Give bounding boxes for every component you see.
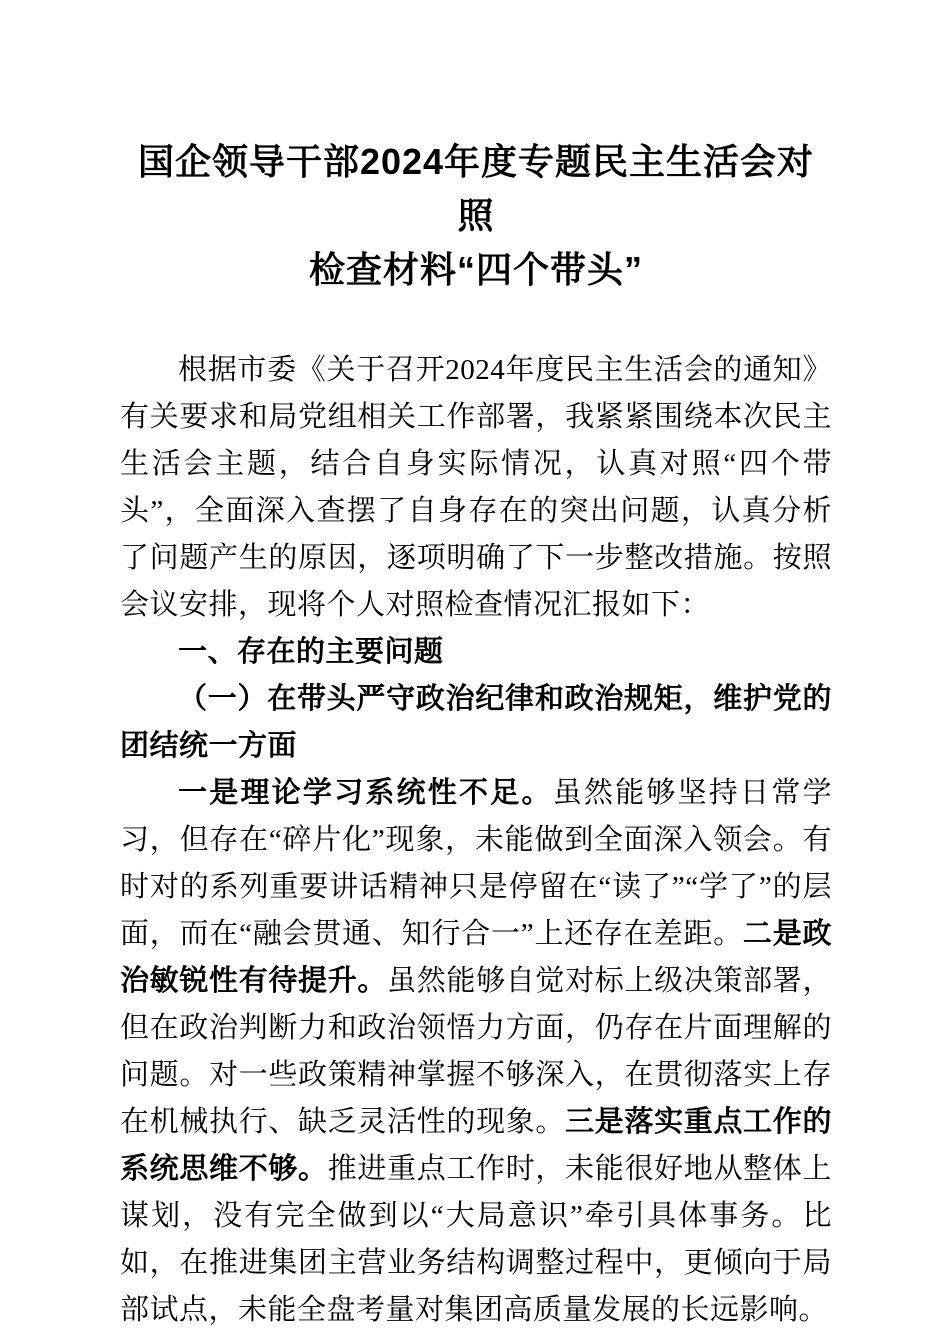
document-title <box>120 135 832 297</box>
point-1-text: 虽然能够坚持日常学习，但存在“碎片化”现象，未能做到全面深入领会。有时对的系列重要讲话精神只是停留在“读了”“学了”的层面，而在“融会贯通、知行合一”上还存在差距。 <box>120 777 832 950</box>
document-title-line-1: 国企领导干部2024年度专题民主生活会对照 <box>137 141 815 236</box>
point-2-text: 虽然能够自觉对标上级决策部署，但在政治判断力和政治领悟力方面，仍存在片面理解的问题。对一些政策精神掌握不够深入，在贯彻落实上存在机械执行、缺乏灵活性的现象。 <box>120 965 832 1138</box>
subsection-heading-political-discipline: （一）在带头严守政治纪律和政治规矩，维护党的团结统一方面 <box>120 683 832 762</box>
point-1-lead: 一是理论学习系统性不足。 <box>178 777 553 809</box>
paragraph-intro: 根据市委《关于召开2024年度民主生活会的通知》有关要求和局党组相关工作部署，我紧紧围绕本次民主生活会主题，结合自身实际情况，认真对照“四个带头”，全面深入查摆了自身存在的突出问题，认真分析了问题产生的原因，逐项明确了下一步整改措施。按照会议安排，现将个人对照检查情况汇报如下： <box>120 354 832 621</box>
point-3-lead: 三是落实重点工作的系统思维不够。 <box>120 1106 832 1185</box>
point-2-lead: 二是政治敏锐性有待提升。 <box>120 918 832 997</box>
paragraph-problems-detail <box>120 770 832 1334</box>
section-heading-main-problems: 一、存在的主要问题 <box>178 636 444 668</box>
point-3-text: 推进重点工作时，未能很好地从整体上谋划，没有完全做到以“大局意识”牵引具体事务。比如，在推进集团主营业务结构调整过程中，更倾向于局部试点，未能全盘考量对集团高质量发展的长远影响。 <box>120 1153 832 1326</box>
document-title-line-2: 检查材料“四个带头” <box>308 249 643 290</box>
